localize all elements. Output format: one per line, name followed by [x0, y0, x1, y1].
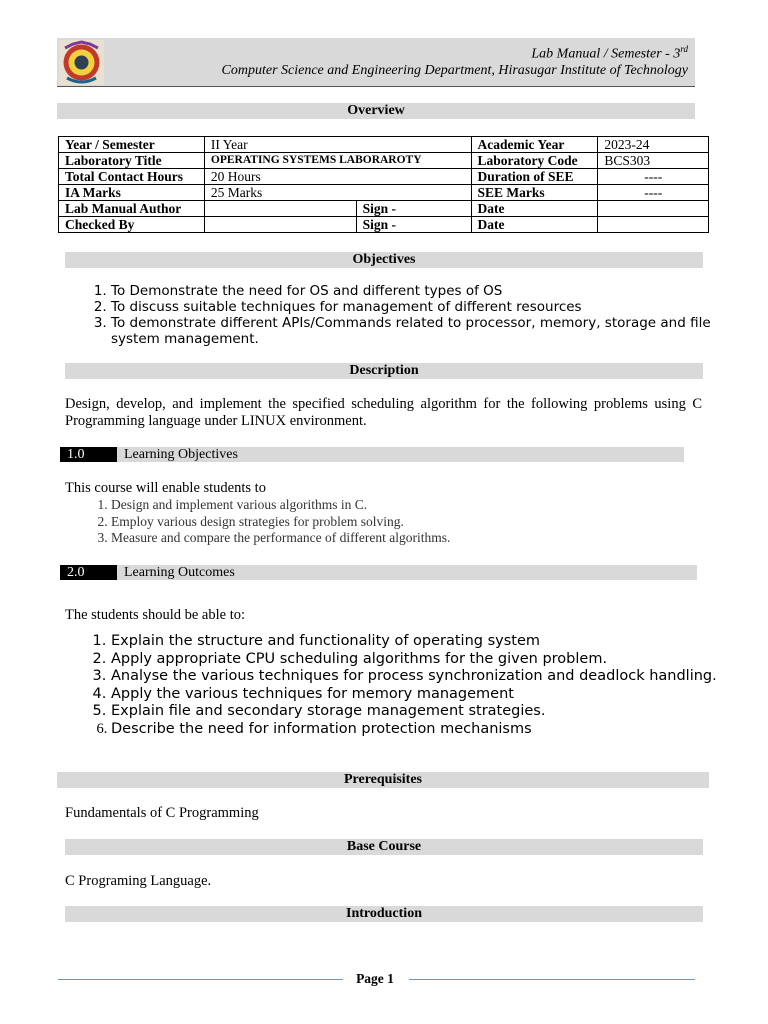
table-cell: 2023-24	[598, 137, 709, 153]
description-text: Design, develop, and implement the specified scheduling algorithm for the following problems using C Programming language under LINUX environment.	[65, 396, 702, 429]
table-cell: 25 Marks	[204, 185, 471, 201]
table-row	[59, 185, 709, 201]
list-item: 3. To demonstrate different APIs/Commands related to processor, memory, storage and file system management.	[111, 315, 751, 347]
table-cell: Laboratory Code	[471, 153, 598, 169]
course-info-table	[58, 136, 709, 233]
list-item: 1. To Demonstrate the need for OS and different types of OS	[111, 283, 751, 299]
table-cell: Total Contact Hours	[59, 169, 205, 185]
table-cell: 20 Hours	[204, 169, 471, 185]
list-item: 2. Apply appropriate CPU scheduling algorithms for the given problem.	[111, 651, 751, 669]
table-row	[59, 153, 709, 169]
table-cell	[598, 217, 709, 233]
table-cell	[598, 201, 709, 217]
table-cell: Year / Semester	[59, 137, 205, 153]
table-row	[59, 217, 709, 233]
learning-objectives-list	[64, 497, 751, 547]
prerequisites-heading: Prerequisites	[57, 772, 709, 788]
table-cell: Academic Year	[471, 137, 598, 153]
table-cell: II Year	[204, 137, 471, 153]
table-cell: Sign -	[356, 217, 471, 233]
header-department: Computer Science and Engineering Department, Hirasugar Institute of Technology	[221, 63, 688, 78]
list-item: 6. Describe the need for information protection mechanisms	[111, 721, 751, 739]
description-heading: Description	[65, 363, 703, 379]
table-row	[59, 169, 709, 185]
table-cell	[204, 217, 356, 233]
table-cell: Date	[471, 217, 598, 233]
objectives-list	[64, 283, 751, 347]
table-cell: IA Marks	[59, 185, 205, 201]
table-cell: Checked By	[59, 217, 205, 233]
table-cell: Date	[471, 201, 598, 217]
table-row	[59, 201, 709, 217]
table-cell: Laboratory Title	[59, 153, 205, 169]
learning-outcomes-intro: The students should be able to:	[65, 607, 246, 623]
table-cell: ----	[598, 185, 709, 201]
list-item: 3. Measure and compare the performance of different algorithms.	[111, 530, 751, 547]
page-number: Page 1	[356, 971, 394, 986]
learning-outcomes-list	[64, 633, 751, 738]
table-cell	[204, 201, 356, 217]
objectives-heading: Objectives	[65, 252, 703, 268]
table-cell: Lab Manual Author	[59, 201, 205, 217]
section-title: Learning Objectives	[124, 447, 238, 462]
table-cell: Sign -	[356, 201, 471, 217]
prerequisites-text: Fundamentals of C Programming	[65, 805, 259, 821]
list-item: 3. Analyse the various techniques for process synchronization and deadlock handling.	[111, 668, 751, 686]
learning-objectives-intro: This course will enable students to	[65, 480, 266, 496]
base-course-text: C Programing Language.	[65, 873, 212, 889]
base-course-heading: Base Course	[65, 839, 703, 855]
table-cell: BCS303	[598, 153, 709, 169]
footer-rule-right	[409, 979, 695, 980]
table-cell: ----	[598, 169, 709, 185]
table-cell: OPERATING SYSTEMS LABORAROTY	[204, 153, 471, 169]
table-cell: Duration of SEE	[471, 169, 598, 185]
list-item: 5. Explain file and secondary storage management strategies.	[111, 703, 751, 721]
header-semester-label: Lab Manual / Semester - 3rd	[531, 44, 688, 62]
section-number: 1.0	[60, 447, 117, 462]
introduction-heading: Introduction	[65, 906, 703, 922]
list-item: 1. Explain the structure and functionality of operating system	[111, 633, 751, 651]
section-title: Learning Outcomes	[124, 565, 235, 580]
section-number: 2.0	[60, 565, 117, 580]
footer-rule-left	[58, 979, 343, 980]
list-item: 4. Apply the various techniques for memory management	[111, 686, 751, 704]
overview-heading: Overview	[57, 103, 695, 119]
table-row	[59, 137, 709, 153]
list-item: 1. Design and implement various algorithms in C.	[111, 497, 751, 514]
list-item: 2. Employ various design strategies for problem solving.	[111, 514, 751, 531]
table-cell: SEE Marks	[471, 185, 598, 201]
list-item: 2. To discuss suitable techniques for management of different resources	[111, 299, 751, 315]
institute-logo	[59, 40, 104, 85]
